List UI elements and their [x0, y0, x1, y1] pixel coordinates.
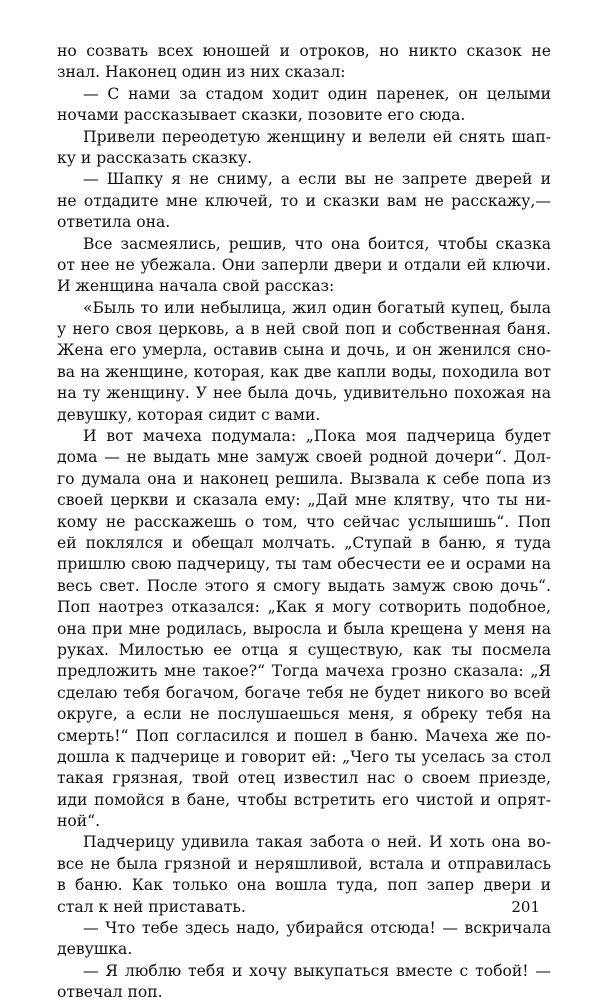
text-line: Привели переодетую женщину и велели ей снять шап-	[83, 127, 551, 146]
text-line: смерть!“ Поп согласился и пошел в баню. Мачеха же по-	[57, 726, 551, 745]
text-line: но созвать всех юношей и отроков, но никто сказок не	[57, 42, 551, 60]
text-line: девушку, которая сидит с вами.	[57, 405, 321, 424]
text-line: от нее не убежала. Они заперли двери и отдали ей ключи.	[57, 255, 551, 274]
text-line: ей поклялся и обещал молчать. „Ступай в баню, я туда	[57, 533, 551, 552]
text-line: сделаю тебя богачом, богаче тебя не будет никого во всей	[57, 683, 551, 702]
text-line: ночами рассказывает сказки, позовите его сюда.	[57, 106, 466, 125]
text-line: ва на женщине, которая, как две капли воды, походила вот	[57, 362, 551, 381]
text-line: Падчерицу удивила такая забота о ней. И хоть она во-	[83, 833, 551, 852]
text-line: Поп наотрез отказался: „Как я могу сотворить подобное,	[57, 598, 551, 617]
text-line: она при мне родилась, выросла и была крещена у меня на	[57, 619, 551, 638]
text-line: пришлю свою падчерицу, ты там обесчести ее и осрами на	[57, 555, 551, 574]
text-line: ку и рассказать сказку.	[57, 148, 253, 167]
text-line: все не была грязной и неряшливой, встала и отправилась	[57, 854, 551, 873]
text-line: ной“.	[57, 812, 101, 831]
text-line: округе, а если не послушаешься меня, я обреку тебя на	[57, 705, 551, 724]
text-line: в баню. Как только она вошла туда, поп запер двери и	[57, 876, 551, 895]
text-line: руках. Милостью ее отца я существую, как ты посмела	[57, 640, 551, 659]
text-line: дошла к падчерице и говорит ей: „Чего ты уселась за стол	[57, 747, 551, 766]
text-line: И женщина начала свой рассказ:	[57, 277, 335, 296]
text-line: на ту женщину. У нее была дочь, удивительно похожая на	[57, 384, 551, 403]
text-line: такая грязная, твой отец известил нас о своем приезде,	[57, 769, 551, 788]
text-line: ответила она.	[57, 213, 171, 232]
text-line: — Шапку я не сниму, а если вы не запрете дверей и	[83, 170, 551, 189]
text-line: Жена его умерла, оставив сына и дочь, и он женился сно-	[57, 341, 551, 360]
text-line: — Я люблю тебя и хочу выкупаться вместе с тобой! —	[83, 961, 551, 980]
text-line: отвечал поп.	[57, 983, 163, 1002]
text-line: «Быль то или небылица, жил один богатый купец, была	[83, 298, 551, 317]
page-number: 201	[511, 898, 540, 916]
text-line: И вот мачеха подумала: „Пока моя падчерица будет	[83, 427, 551, 446]
text-line: — С нами за стадом ходит один паренек, он целыми	[83, 84, 551, 103]
text-line: весь свет. После этого я смогу выдать замуж свою дочь“.	[57, 576, 551, 595]
text-line: не отдадите мне ключей, то и сказки вам не расскажу,—	[57, 191, 551, 210]
text-line: у него своя церковь, а в ней свой поп и собственная баня.	[57, 320, 551, 339]
text-line: дома — не выдать мне замуж своей родной дочери“. Дол-	[57, 448, 551, 467]
text-line: своей церкви и сказала ему: „Дай мне клятву, что ты ни-	[57, 491, 551, 510]
text-line: — Что тебе здесь надо, убирайся отсюда! — вскричала	[83, 919, 551, 938]
text-line: стал к ней приставать.	[57, 897, 246, 916]
page-text	[57, 41, 551, 1004]
text-line: иди помойся в бане, чтобы встретить его чистой и опрят-	[57, 790, 551, 809]
text-line: го думала она и наконец решила. Вызвала к себе попа из	[57, 469, 551, 488]
text-line: предложить мне такое?“ Тогда мачеха грозно сказала: „Я	[57, 662, 551, 681]
text-line: Все засмеялись, решив, что она боится, чтобы сказка	[83, 234, 551, 253]
text-line: девушка.	[57, 940, 133, 959]
text-line: кому не расскажешь о том, что сейчас услышишь“. Поп	[57, 512, 551, 531]
text-line: знал. Наконец один из них сказал:	[57, 63, 346, 82]
